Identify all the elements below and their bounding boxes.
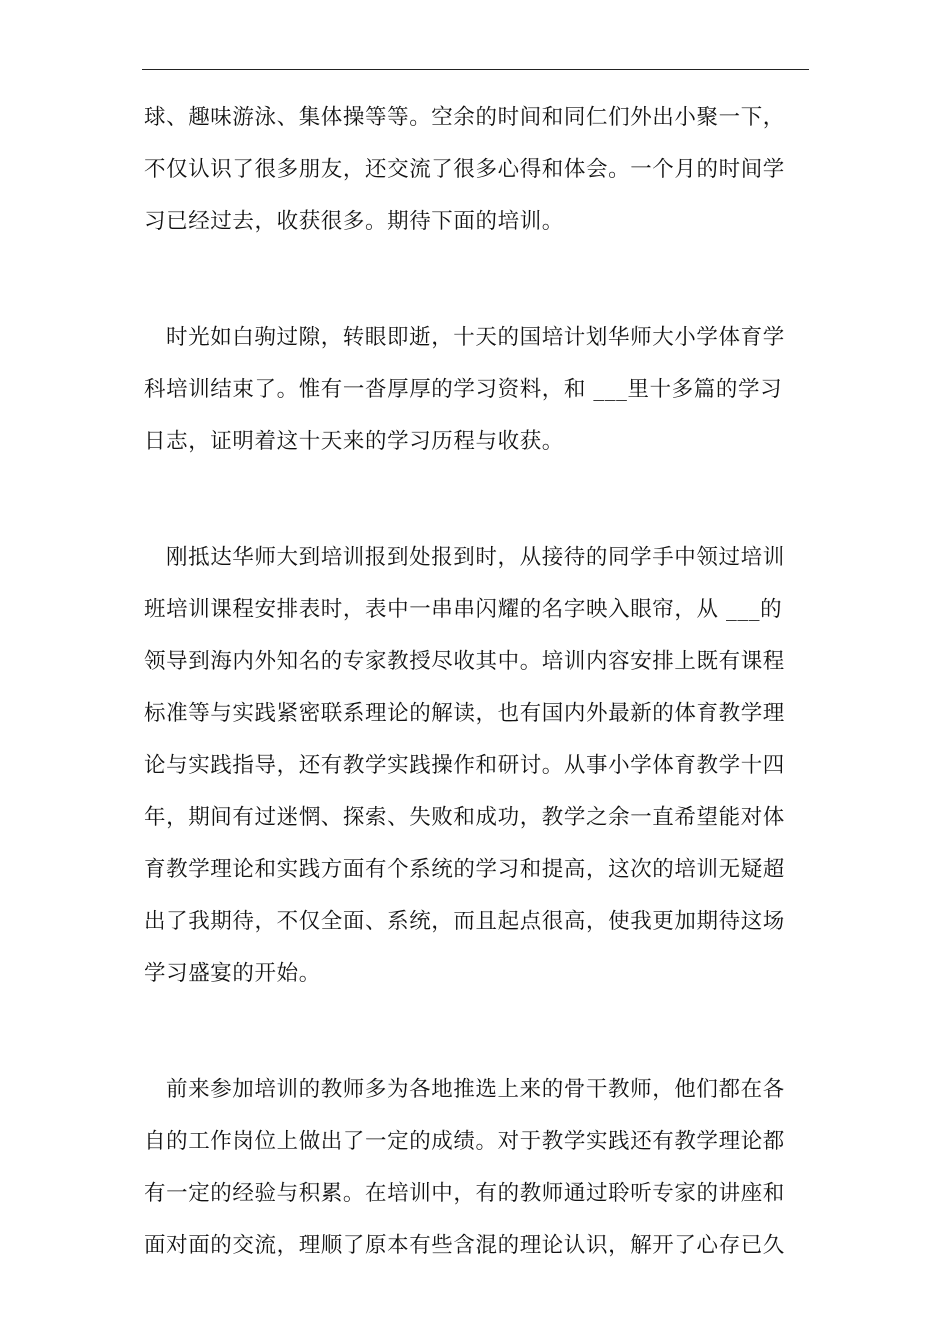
document-body bbox=[144, 92, 808, 1272]
text-line: 前来参加培训的教师多为各地推选上来的骨干教师，他们都在各 bbox=[166, 1077, 785, 1102]
text-line: 有一定的经验与积累。在培训中，有的教师通过聆听专家的讲座和 bbox=[144, 1181, 785, 1206]
paragraph-spacer bbox=[144, 468, 808, 532]
text-line: 学习盛宴的开始。 bbox=[144, 961, 321, 986]
header-rule bbox=[142, 69, 809, 70]
paragraph bbox=[144, 92, 808, 248]
text-line: 球、趣味游泳、集体操等等。空余的时间和同仁们外出小聚一下， bbox=[144, 105, 785, 130]
paragraph-spacer bbox=[144, 1000, 808, 1064]
text-line: 班培训课程安排表时，表中一串串闪耀的名字映入眼帘，从 ___的 bbox=[144, 597, 783, 622]
paragraph bbox=[144, 1064, 808, 1272]
text-line: 日志，证明着这十天来的学习历程与收获。 bbox=[144, 429, 564, 454]
text-line: 自的工作岗位上做出了一定的成绩。对于教学实践还有教学理论都 bbox=[144, 1129, 785, 1154]
text-line: 不仅认识了很多朋友，还交流了很多心得和体会。一个月的时间学 bbox=[144, 157, 785, 182]
text-line: 育教学理论和实践方面有个系统的学习和提高，这次的培训无疑超 bbox=[144, 857, 785, 882]
text-line: 年，期间有过迷惘、探索、失败和成功，教学之余一直希望能对体 bbox=[144, 805, 785, 830]
text-line: 面对面的交流，理顺了原本有些含混的理论认识，解开了心存已久 bbox=[144, 1233, 785, 1258]
text-line: 时光如白驹过隙，转眼即逝，十天的国培计划华师大小学体育学 bbox=[166, 325, 785, 350]
text-line: 领导到海内外知名的专家教授尽收其中。培训内容安排上既有课程 bbox=[144, 649, 785, 674]
paragraph-spacer bbox=[144, 248, 808, 312]
paragraph bbox=[144, 532, 808, 1000]
text-line: 刚抵达华师大到培训报到处报到时，从接待的同学手中领过培训 bbox=[166, 545, 785, 570]
text-line: 科培训结束了。惟有一沓厚厚的学习资料，和 ___里十多篇的学习 bbox=[144, 377, 783, 402]
text-line: 出了我期待，不仅全面、系统，而且起点很高，使我更加期待这场 bbox=[144, 909, 785, 934]
paragraph bbox=[144, 312, 808, 468]
text-line: 习已经过去，收获很多。期待下面的培训。 bbox=[144, 209, 564, 234]
text-line: 标准等与实践紧密联系理论的解读，也有国内外最新的体育教学理 bbox=[144, 701, 785, 726]
text-line: 论与实践指导，还有教学实践操作和研讨。从事小学体育教学十四 bbox=[144, 753, 785, 778]
